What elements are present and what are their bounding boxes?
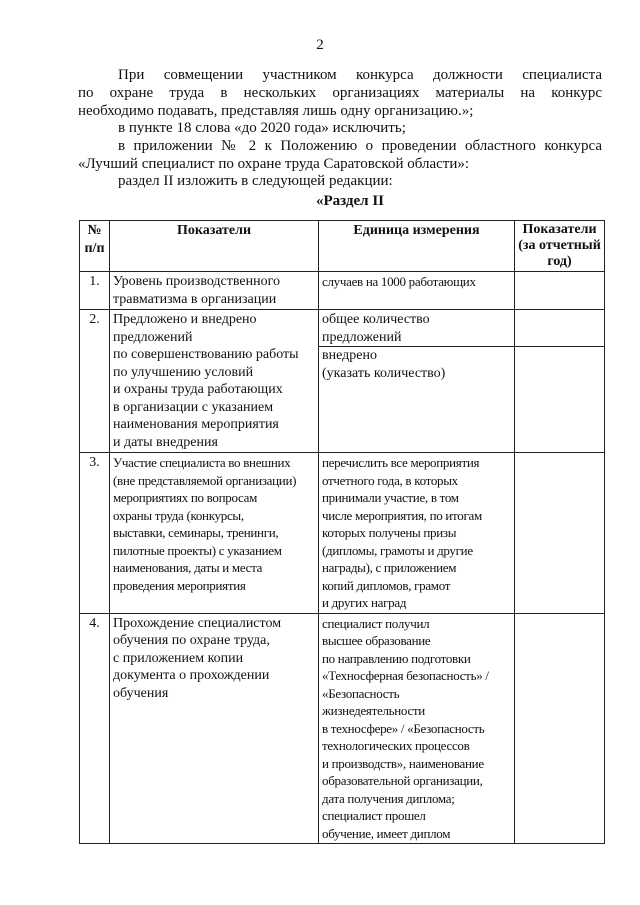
paragraph-2: в пункте 18 слова «до 2020 года» исключить; [118,120,406,136]
row-number: 1. [80,272,110,310]
header-num-line: № [87,223,102,238]
table-row [80,613,605,844]
paragraph-4: раздел II изложить в следующей редакции: [118,173,393,189]
header-value-line: год) [547,254,572,269]
paragraph-1-line-3: необходимо подавать, представляя лишь одну организацию.»; [78,103,474,119]
text-line: копий дипломов, грамот [322,577,451,593]
text-line: (указать количество) [322,365,446,381]
unit-subcell-total [319,311,514,347]
text-line: (вне представляемой организации) [113,472,297,488]
row-unit [319,310,515,453]
row-value-cell[interactable] [515,310,605,453]
text-line: принимали участие, в том [322,490,459,505]
text-line: наименования, даты и места [113,560,263,575]
text-line: и даты внедрения [113,434,218,450]
text-line: по улучшению условий [113,364,254,380]
text-line: наименования мероприятия [113,417,279,432]
row-unit [319,613,515,844]
header-indicators: Показатели [110,221,319,272]
page-number: 2 [316,37,324,53]
header-unit: Единица измерения [319,221,515,272]
text-line: (дипломы, грамоты и другие [322,542,473,558]
section-title: «Раздел II [315,193,384,209]
text-line: числе мероприятия, по итогам [322,507,482,523]
text-line: и других наград [322,595,407,610]
text-line: Участие специалиста во внешних [113,455,291,470]
table-header-row [80,221,605,272]
text-line: проведения мероприятия [113,577,246,593]
paragraph-3-line-1: в приложении № 2 к Положению о проведении областного конкурса [118,138,602,154]
paragraph-3-line-2: «Лучший специалист по охране труда Саратовской области»: [78,156,470,172]
text-line: высшее образование [322,633,431,648]
text-line: пилотные проекты) с указанием [113,542,282,558]
text-line: Прохождение специалистом [113,615,282,631]
text-line: «Техносферная безопасность» / [322,668,489,683]
text-line: Предложено и внедрено [113,312,257,327]
text-line: отчетного года, в которых [322,472,458,488]
text-line: специалист прошел [322,808,426,823]
text-line: и охраны труда работающих [113,382,283,397]
row-value-cell[interactable] [515,272,605,310]
text-line: травматизма в организации [113,291,277,307]
row-indicator [110,310,319,453]
text-line: образовательной организации, [322,773,483,788]
text-line: обучения по охране труда, [113,633,270,648]
row-number: 3. [80,453,110,614]
row-indicator [110,613,319,844]
row-unit [319,272,515,310]
text-line: Уровень производственного [113,274,281,289]
text-line: в организации с указанием [113,399,274,415]
header-num [80,221,110,272]
unit-subcell-implemented [322,347,511,382]
text-line: предложений [322,329,402,345]
text-line: с приложением копии [113,650,244,666]
text-line: и производств», наименование [322,755,484,771]
text-line: по направлению подготовки [322,650,471,666]
text-line: специалист получил [322,615,430,631]
text-line: перечислить все мероприятия [322,455,480,470]
text-line: дата получения диплома; [322,790,455,806]
row-number: 2. [80,310,110,453]
text-line: охраны труда (конкурсы, [113,507,244,523]
header-value-line: (за отчетный [518,238,601,253]
row-value-cell[interactable] [515,453,605,614]
text-line: документа о прохождении [113,668,270,683]
indicators-table [79,220,605,844]
text-line: награды), с приложением [322,560,457,575]
table-row [80,453,605,614]
paragraph-1-line-1: При совмещении участником конкурса должности специалиста [118,67,602,83]
text-line: технологических процессов [322,738,470,753]
row-indicator [110,453,319,614]
text-line: «Безопасность [322,685,400,701]
row-value-cell[interactable] [515,613,605,844]
header-num-line: п/п [84,240,105,256]
text-line: общее количество [322,312,430,327]
value-subcell[interactable] [515,310,604,347]
text-line: обучение, имеет диплом [322,825,451,841]
text-line: случаев на 1000 работающих [322,274,476,289]
text-line: по совершенствованию работы [113,347,299,362]
text-line: обучения [113,685,169,701]
text-line: в техносфере» / «Безопасность [322,720,485,736]
table-row [80,272,605,310]
paragraph-1-line-2: по охране труда в нескольких организациях материалы на конкурс [78,85,602,101]
row-number: 4. [80,613,110,844]
text-line: которых получены призы [322,525,457,540]
text-line: выставки, семинары, тренинги, [113,525,279,540]
text-line: предложений [113,329,193,345]
text-line: жизнедеятельности [322,703,425,718]
header-value [515,221,605,272]
row-indicator [110,272,319,310]
row-unit [319,453,515,614]
header-value-line: Показатели [522,222,597,237]
text-line: внедрено [322,348,377,363]
text-line: мероприятиях по вопросам [113,490,258,505]
table-row [80,310,605,453]
